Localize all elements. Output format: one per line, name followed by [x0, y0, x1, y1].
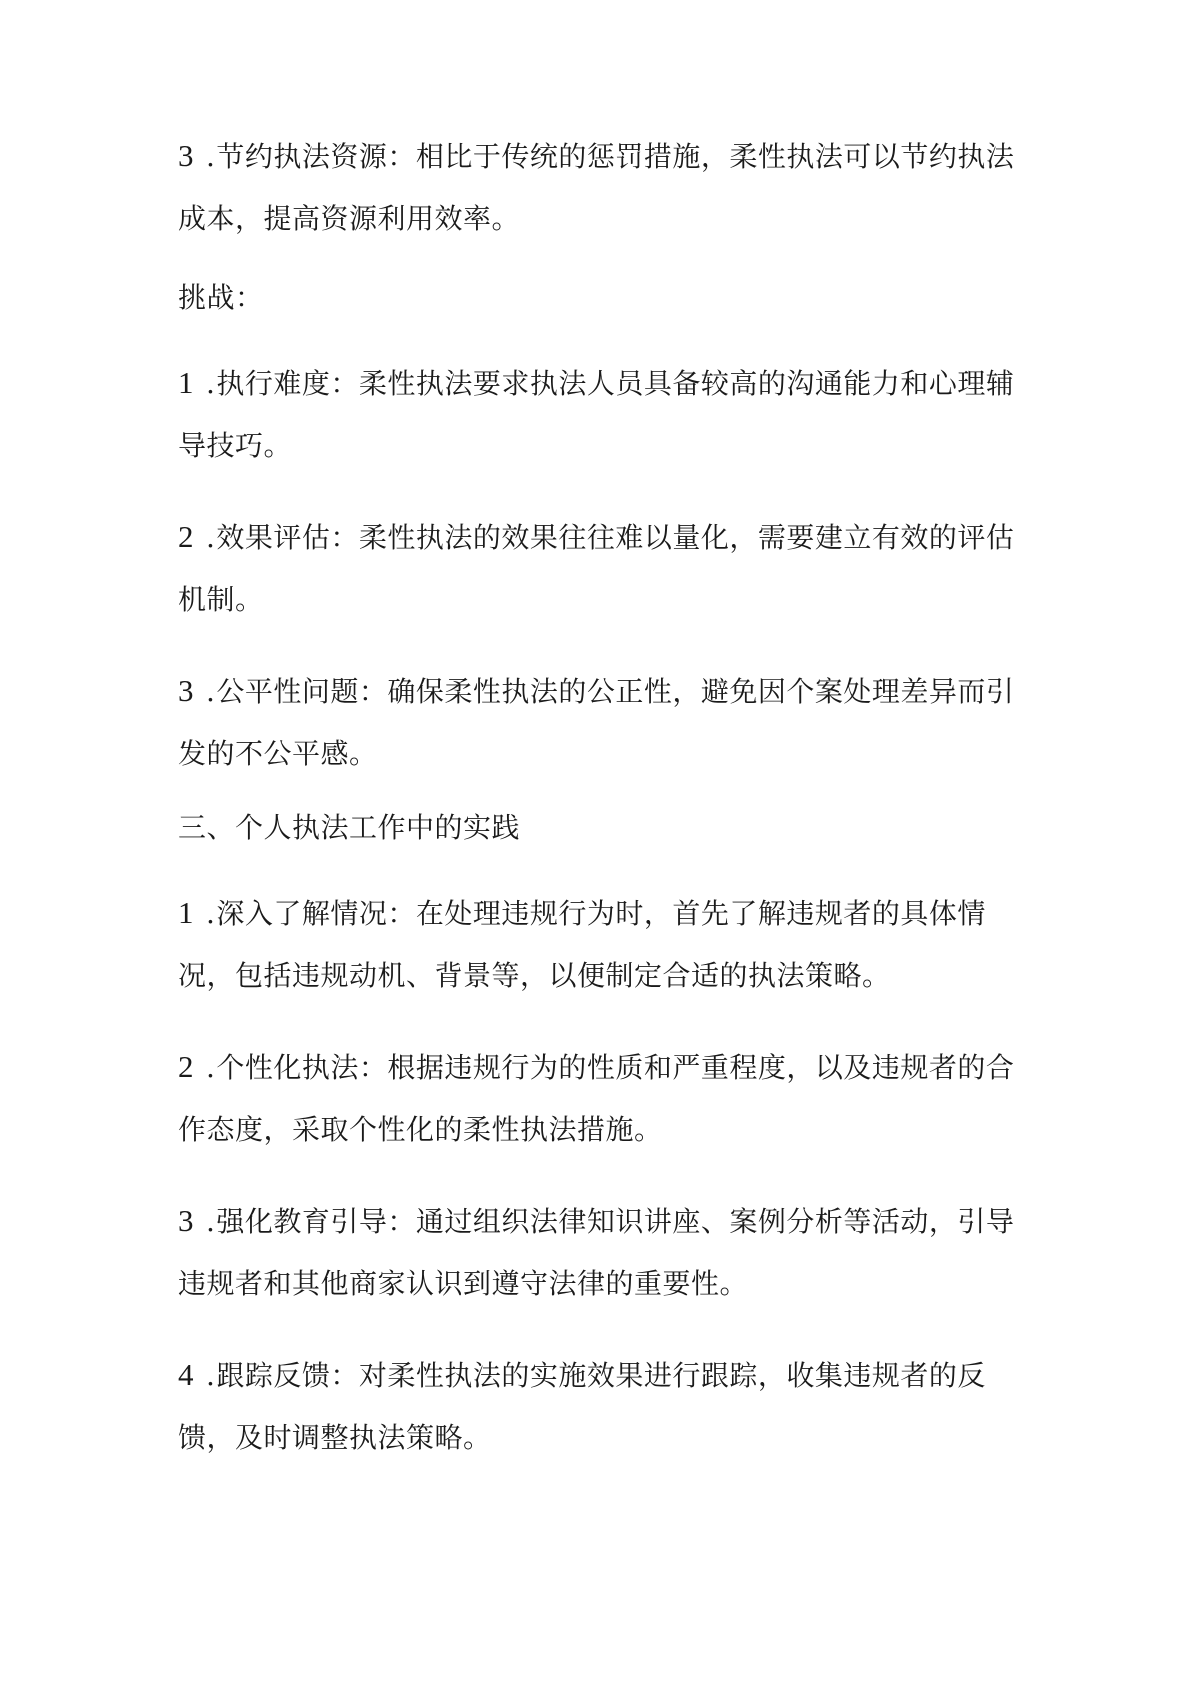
list-item-text: 个性化执法：根据违规行为的性质和严重程度，以及违规者的合作态度，采取个性化的柔性执法措施。 — [178, 1051, 1015, 1146]
list-item-text: 跟踪反馈：对柔性执法的实施效果进行跟踪，收集违规者的反馈，及时调整执法策略。 — [178, 1359, 986, 1454]
list-item-dot: . — [206, 521, 216, 554]
list-item-text: 节约执法资源：相比于传统的惩罚措施，柔性执法可以节约执法成本，提高资源利用效率。 — [178, 140, 1015, 235]
list-item-dot: . — [206, 1359, 216, 1392]
challenges-heading: 挑战： — [178, 281, 264, 314]
list-item-number: 3 — [178, 673, 194, 708]
list-item-text: 效果评估：柔性执法的效果往往难以量化，需要建立有效的评估机制。 — [178, 521, 1015, 616]
list-item-number: 1 — [178, 365, 194, 400]
list-item-text: 公平性问题：确保柔性执法的公正性，避免因个案处理差异而引发的不公平感。 — [178, 675, 1015, 770]
list-item-dot: . — [206, 140, 216, 173]
list-item-number: 3 — [178, 138, 194, 173]
list-item-resource-saving — [178, 125, 1028, 250]
list-item-practice-personalized — [178, 1036, 1028, 1161]
list-item-practice-understand — [178, 882, 1028, 1007]
list-item-text: 强化教育引导：通过组织法律知识讲座、案例分析等活动，引导违规者和其他商家认识到遵守法律的重要性。 — [178, 1205, 1015, 1300]
list-item-challenge-execution — [178, 352, 1028, 477]
list-item-dot: . — [206, 1051, 216, 1084]
list-item-challenge-evaluation — [178, 506, 1028, 631]
list-item-dot: . — [206, 1205, 216, 1238]
list-item-text: 执行难度：柔性执法要求执法人员具备较高的沟通能力和心理辅导技巧。 — [178, 367, 1015, 462]
list-item-number: 3 — [178, 1203, 194, 1238]
list-item-number: 2 — [178, 1049, 194, 1084]
list-item-number: 2 — [178, 519, 194, 554]
list-item-challenge-fairness — [178, 660, 1028, 785]
list-item-text: 深入了解情况：在处理违规行为时，首先了解违规者的具体情况，包括违规动机、背景等，以便制定合适的执法策略。 — [178, 897, 986, 992]
list-item-practice-education — [178, 1190, 1028, 1315]
list-item-number: 4 — [178, 1357, 194, 1392]
list-item-number: 1 — [178, 895, 194, 930]
list-item-dot: . — [206, 675, 216, 708]
section-heading-practice: 三、个人执法工作中的实践 — [178, 811, 521, 844]
list-item-practice-feedback — [178, 1344, 1028, 1469]
list-item-dot: . — [206, 897, 216, 930]
list-item-dot: . — [206, 367, 216, 400]
